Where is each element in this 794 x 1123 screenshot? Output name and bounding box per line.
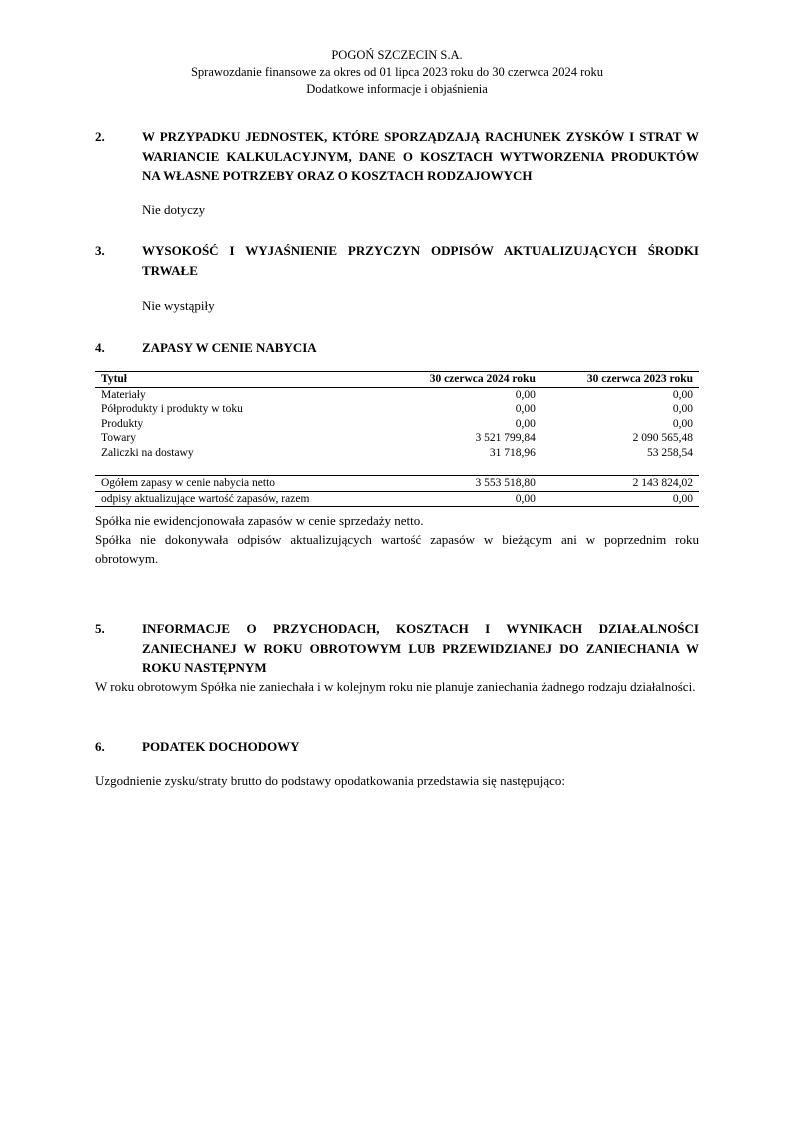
total-label: Ogółem zapasy w cenie nabycia netto xyxy=(95,476,387,492)
row-value-2024: 31 718,96 xyxy=(489,446,536,459)
section-4-note-1: Spółka nie ewidencjonowała zapasów w cenie sprzedaży netto. xyxy=(95,513,424,528)
table-header-row xyxy=(95,372,699,388)
section-6-number: 6. xyxy=(95,739,105,754)
writeoffs-value-2023: 0,00 xyxy=(542,491,699,507)
table-spacer-row xyxy=(95,460,699,476)
row-label: Towary xyxy=(101,432,136,444)
writeoffs-value-2024: 0,00 xyxy=(387,491,542,507)
table-row xyxy=(95,387,699,402)
section-2-title-line-3: NA WŁASNE POTRZEBY ORAZ O KOSZTACH RODZAJOWYCH xyxy=(142,168,533,183)
total-value-2023: 2 143 824,02 xyxy=(542,476,699,492)
section-4-note-2-line-2: obrotowym. xyxy=(95,551,159,566)
column-header-2024: 30 czerwca 2024 roku xyxy=(387,372,542,388)
report-subtitle: Dodatkowe informacje i objaśnienia xyxy=(306,82,488,96)
section-3-title xyxy=(142,241,699,280)
section-2-title-line-1: W PRZYPADKU JEDNOSTEK, KTÓRE SPORZĄDZAJĄ RACHUNEK ZYSKÓW I STRAT W xyxy=(142,129,699,144)
section-3-title-line-1: WYSOKOŚĆ I WYJAŚNIENIE PRZYCZYN ODPISÓW AKTUALIZUJĄCYCH ŚRODKI xyxy=(142,243,699,258)
column-header-2023: 30 czerwca 2023 roku xyxy=(542,372,699,388)
row-value-2023: 0,00 xyxy=(672,388,693,401)
section-2-number: 2. xyxy=(95,129,105,144)
table-writeoffs-row xyxy=(95,491,699,507)
row-value-2024: 0,00 xyxy=(515,388,536,401)
section-5-number: 5. xyxy=(95,621,105,636)
section-4-title: ZAPASY W CENIE NABYCIA xyxy=(142,340,317,355)
page-header xyxy=(0,47,794,98)
row-value-2023: 2 090 565,48 xyxy=(632,432,693,444)
row-label: Materiały xyxy=(101,388,146,401)
table-row xyxy=(95,402,699,417)
section-4-number: 4. xyxy=(95,340,105,355)
total-value-2024: 3 553 518,80 xyxy=(387,476,542,492)
column-header-title: Tytuł xyxy=(95,372,387,388)
table-total-row xyxy=(95,476,699,492)
row-value-2023: 0,00 xyxy=(672,417,693,430)
table-row xyxy=(95,417,699,432)
section-4-note-2 xyxy=(95,530,699,568)
section-5-body: W roku obrotowym Spółka nie zaniechała i w kolejnym roku nie planuje zaniechania żadnego rodzaju działalności. xyxy=(95,679,696,694)
section-2-title-line-2: WARIANCIE KALKULACYJNYM, DANE O KOSZTACH WYTWORZENIA PRODUKTÓW xyxy=(142,148,699,164)
writeoffs-label: odpisy aktualizujące wartość zapasów, razem xyxy=(95,491,387,507)
report-title: Sprawozdanie finansowe za okres od 01 lipca 2023 roku do 30 czerwca 2024 roku xyxy=(190,65,604,79)
section-3-title-line-2: TRWAŁE xyxy=(142,262,198,278)
section-5-title-line-2: ZANIECHANEJ W ROKU OBROTOWYM LUB PRZEWIDZIANEJ DO ZANIECHANIA W xyxy=(142,640,699,656)
row-label: Produkty xyxy=(101,417,144,430)
section-6-title: PODATEK DOCHODOWY xyxy=(142,739,300,754)
table-row xyxy=(95,446,699,461)
row-label: Półprodukty i produkty w toku xyxy=(101,403,243,415)
row-value-2023: 53 258,54 xyxy=(647,446,693,459)
section-6-body: Uzgodnienie zysku/straty brutto do podstawy opodatkowania przedstawia się następująco: xyxy=(95,773,566,788)
section-2-body: Nie dotyczy xyxy=(142,202,206,217)
section-3-number: 3. xyxy=(95,243,105,258)
section-4-note-2-line-1: Spółka nie dokonywała odpisów aktualizujących wartość zapasów w bieżącym ani w poprzednim roku xyxy=(95,532,699,547)
row-value-2024: 0,00 xyxy=(515,403,536,415)
section-3-body: Nie wystąpiły xyxy=(142,298,215,313)
row-value-2024: 0,00 xyxy=(515,417,536,430)
company-name: POGOŃ SZCZECIN S.A. xyxy=(331,48,463,62)
row-label: Zaliczki na dostawy xyxy=(101,446,194,459)
section-5-title-line-3: ROKU NASTĘPNYM xyxy=(142,660,267,675)
inventory-table xyxy=(95,371,699,507)
row-value-2024: 3 521 799,84 xyxy=(475,432,536,444)
table-row xyxy=(95,431,699,446)
row-value-2023: 0,00 xyxy=(672,403,693,415)
section-5-title xyxy=(142,619,699,678)
section-2-title xyxy=(142,127,699,186)
section-5-title-line-1: INFORMACJE O PRZYCHODACH, KOSZTACH I WYNIKACH DZIAŁALNOŚCI xyxy=(142,621,699,636)
